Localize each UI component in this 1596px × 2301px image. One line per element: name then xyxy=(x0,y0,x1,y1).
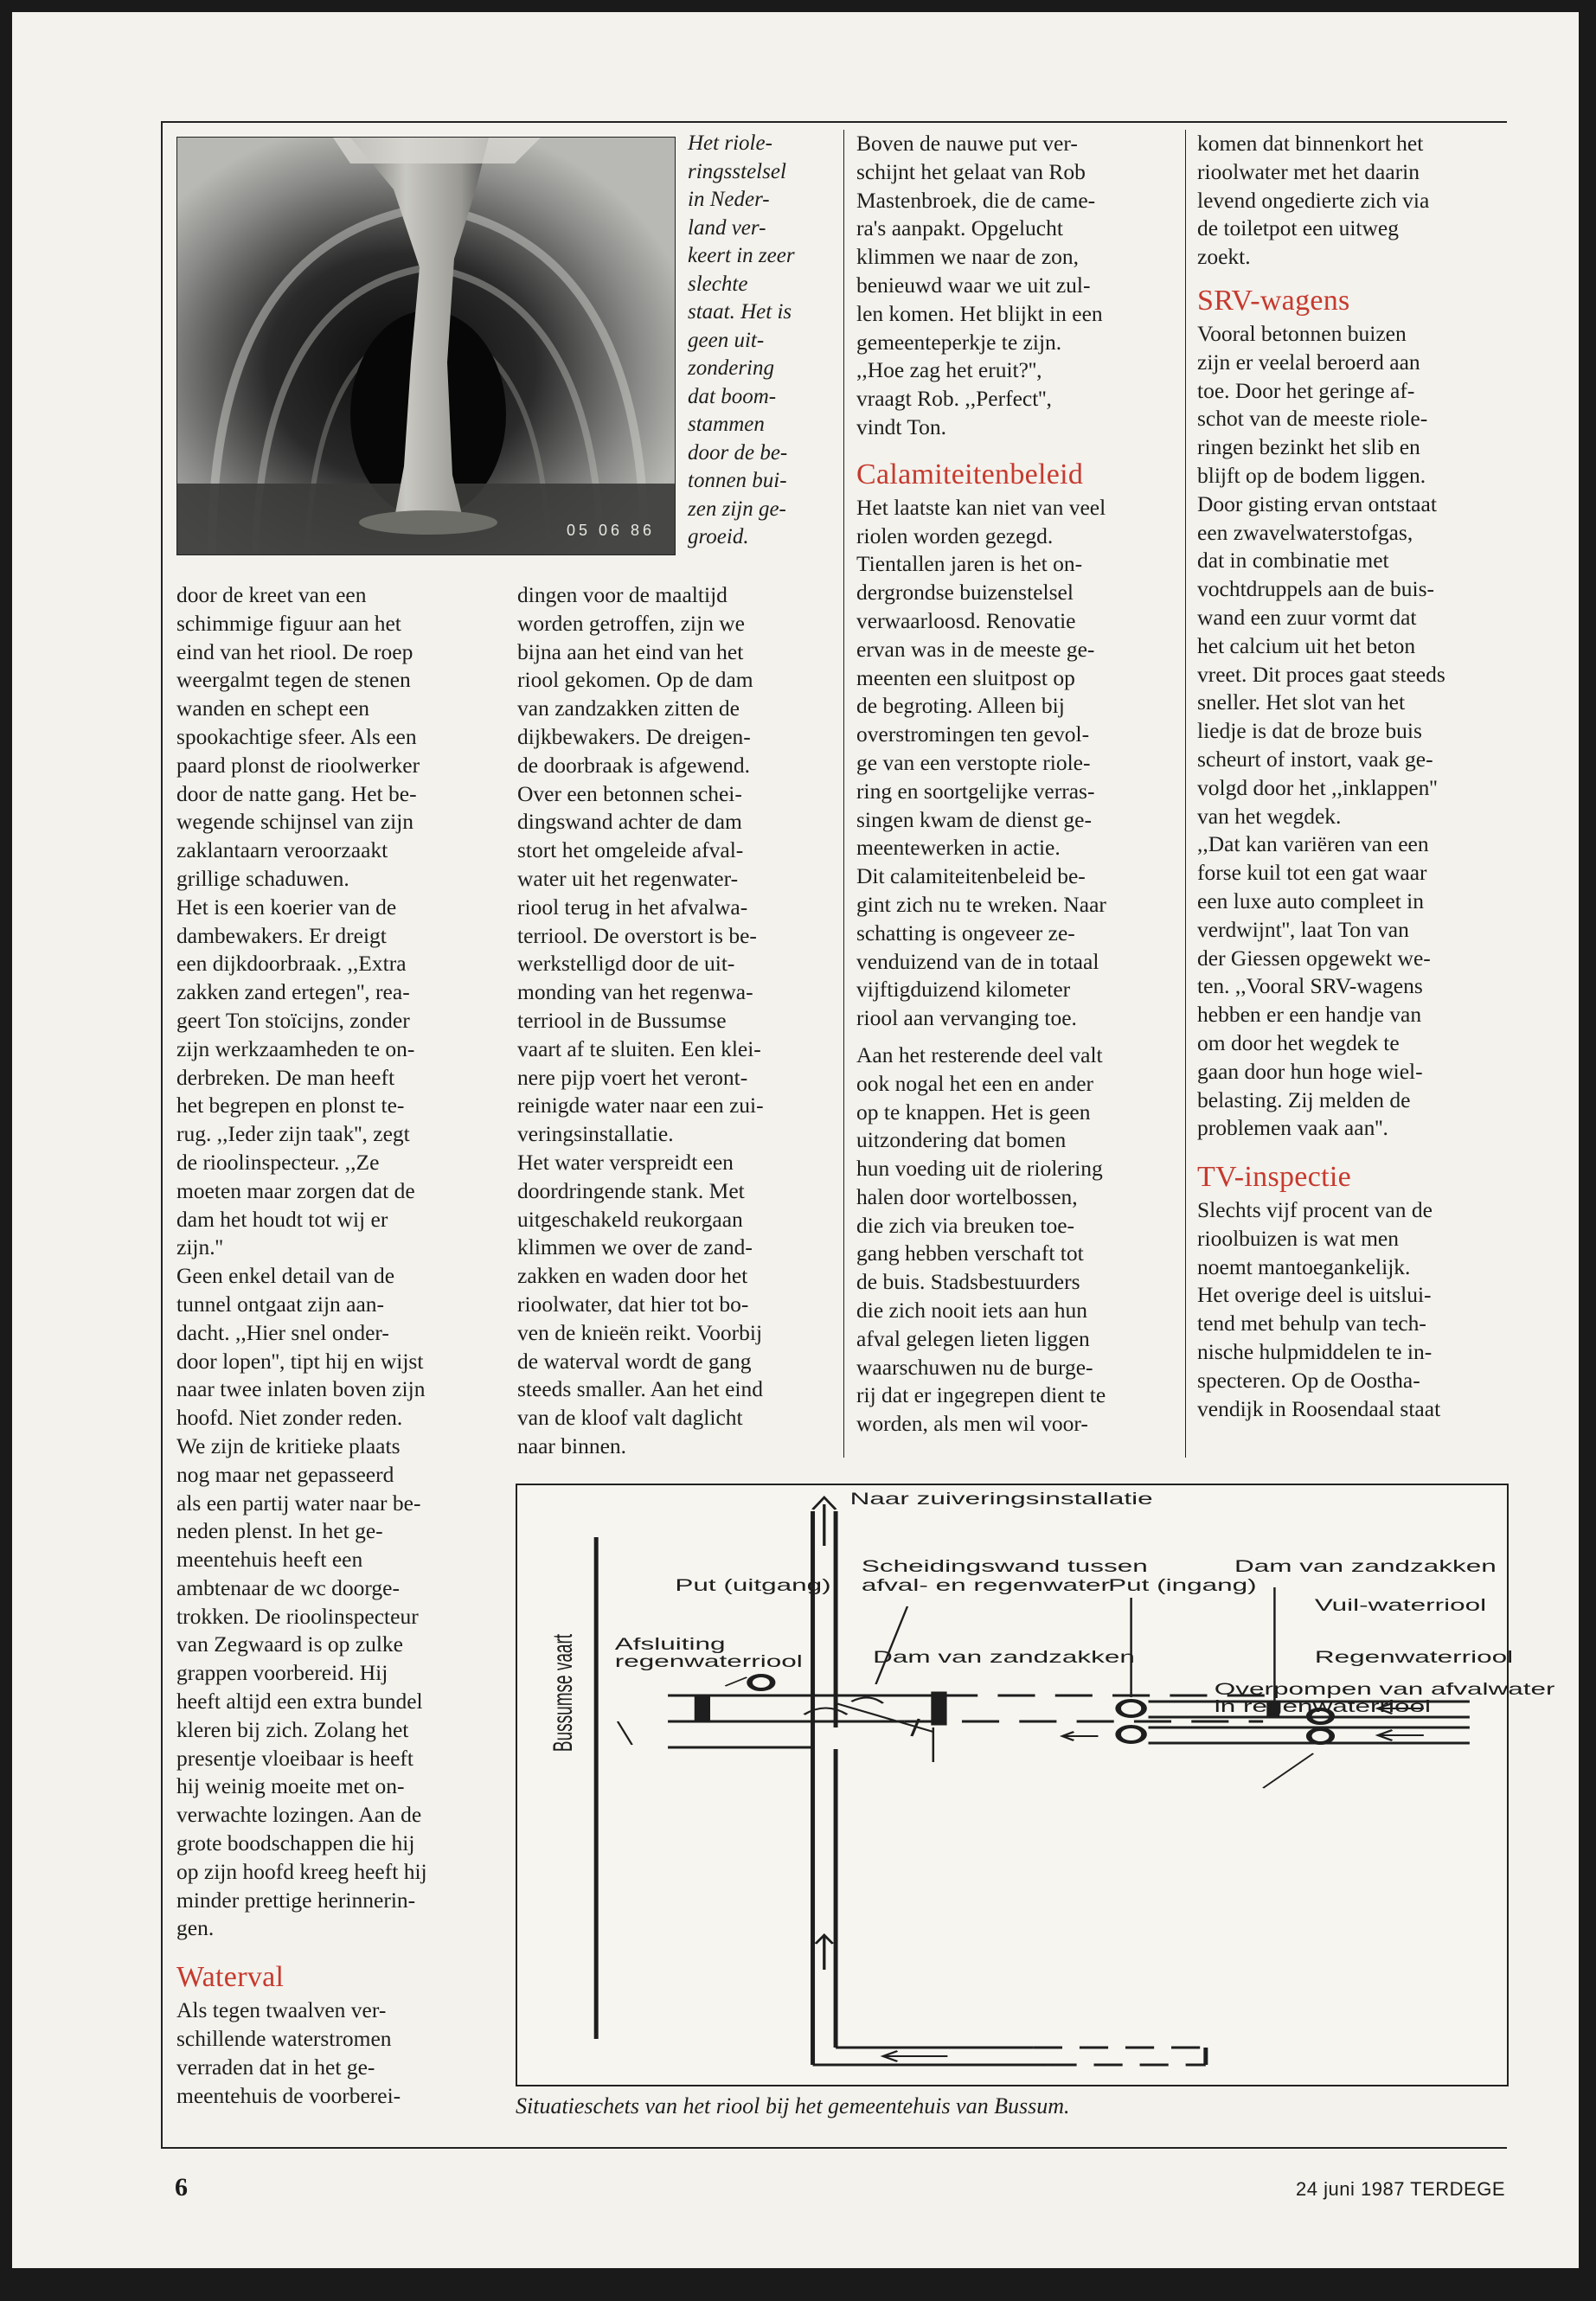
col4-paragraph-4: Slechts vijf procent van de rioolbuizen is wat men noemt mantoegankelijk. Het overige deel is uitslui- tend met behulp van tech- nische hulpmiddelen te in- specteren. Op de Oostha- vendijk in Roosendaal staat xyxy=(1197,1197,1441,1421)
label-bussumse-vaart: Bussumse vaart xyxy=(546,1633,579,1753)
col3-paragraph-1: Boven de nauwe put ver- schijnt het gelaat van Rob Mastenbroek, die de came- ra's aanpakt. Opgelucht klimmen we naar de zon, benieuwd waar we uit zul- len komen. Het blijkt in een gemeenteperkje te zijn. ,,Hoe zag het eruit?'', vraagt Rob. ,,Perfect'', vindt Ton. xyxy=(856,131,1103,439)
figure-caption: Situatieschets van het riool bij het gemeentehuis van Bussum. xyxy=(516,2093,1070,2118)
sewer-photo xyxy=(176,137,676,555)
photo-caption: Het riole- ringsstelsel in Neder- land ver- keert in zeer slechte staat. Het is geen uit- zondering dat boom- stammen door de be- tonnen bui- zen zijn ge- groeid. xyxy=(688,131,795,548)
label-overpompen-1: Overpompen van afvalwater xyxy=(1214,1679,1555,1699)
label-vuil-waterriool: Vuil-waterriool xyxy=(1314,1595,1487,1615)
column-divider-2 xyxy=(1185,130,1186,1458)
heading-waterval: Waterval xyxy=(176,1961,285,1994)
heading-tv-inspectie: TV-inspectie xyxy=(1197,1161,1351,1194)
page-number: 6 xyxy=(175,2173,188,2202)
sewer-photo-image xyxy=(177,138,675,554)
col3-paragraph-4: Aan het resterende deel valt ook nogal het een en ander op te knappen. Het is geen uitzondering dat bomen hun voeding uit de riolering halen door wortelbossen, die zich via breuken toe- gang hebben verschaft tot de buis. Stadsbestuurders die zich nooit iets aan hun afval gelegen lieten liggen waarschuwen nu de burge- rij dat er ingegrepen dient te worden, als men wil voor- xyxy=(856,1042,1106,1437)
col4-paragraph-3: ,,Dat kan variëren van een forse kuil tot een gat waar een luxe auto compleet in verdwijnt'', laat Ton van der Giessen opgewekt we- ten. ,,Vooral SRV-wagens hebben er een handje van om door het wegdek te gaan door hun hoge wiel- belasting. Zij melden de problemen vaak aan''. xyxy=(1197,831,1431,1141)
left-rule xyxy=(161,121,163,2147)
bottom-rule xyxy=(161,2147,1507,2149)
label-dam-zandzakken-mid: Dam van zandzakken xyxy=(873,1647,1135,1667)
col1-paragraph-2: Het is een koerier van de dambewakers. Er dreigt een dijkdoorbraak. ,,Extra zakken zand ertegen'', rea- geert Ton stoïcijns, zonder zijn werkzaamheden te on- derbreken. De man heeft het begrepen en plonst te- rug. ,,Ieder zijn taak'', zegt de rioolinspecteur. ,,Ze moeten maar zorgen dat de dam het houdt tot wij er zijn.'' xyxy=(176,894,415,1260)
label-regenwaterriool: Regenwaterriool xyxy=(1314,1647,1514,1667)
label-put-uitgang: Put (uitgang) xyxy=(675,1575,831,1595)
photo-timestamp: 05 06 86 xyxy=(567,522,656,539)
col2-paragraph-2: Het water verspreidt een doordringende stank. Met uitgeschakeld reukorgaan klimmen we over de zand- zakken en waden door het rioolwater, dat hier tot bo- ven de knieën reikt. Voorbij de waterval wordt de gang steeds smaller. Aan het eind van de kloof valt daglicht naar binnen. xyxy=(517,1149,763,1458)
label-afsluiting-2: regenwaterriool xyxy=(614,1651,803,1671)
heading-srv-wagens: SRV-wagens xyxy=(1197,284,1350,317)
label-scheidingswand-2: afval- en regenwater xyxy=(861,1575,1110,1595)
col3-paragraph-3: Dit calamiteitenbeleid be- gint zich nu te wreken. Naar schatting is ongeveer ze- venduizend van de in totaal vijftigduizend kilometer riool aan vervanging toe. xyxy=(856,863,1106,1031)
label-put-ingang: Put (ingang) xyxy=(1108,1575,1257,1595)
column-3 xyxy=(856,130,1181,1439)
column-divider-1 xyxy=(843,130,844,1458)
col1-paragraph-4: Als tegen twaalven ver- schillende waterstromen verraden dat in het ge- meentehuis de voorberei- xyxy=(176,1997,401,2108)
sewer-diagram xyxy=(516,1484,1555,2086)
top-rule xyxy=(161,121,1507,123)
col2-paragraph-1: dingen voor de maaltijd worden getroffen, zijn we bijna aan het eind van het riool gekomen. Op de dam van zandzakken zitten de dijkbewakers. De dreigen- de doorbraak is afgewend. Over een betonnen schei- dingswand achter de dam stort het omgeleide afval- water uit het regenwater- riool terug in het afvalwa- terriool. De overstort is be- werkstelligd door de uit- monding van het regenwa- terriool in de Bussumse vaart af te sluiten. Een klei- nere pijp voert het veront- reinigde water naar een zui- veringsinstallatie. xyxy=(517,582,764,1147)
heading-calamiteitenbeleid: Calamiteitenbeleid xyxy=(856,458,1084,490)
label-afsluiting-1: Afsluiting xyxy=(614,1634,726,1654)
label-dam-zandzakken-right: Dam van zandzakken xyxy=(1234,1556,1497,1576)
column-2 xyxy=(517,581,842,1461)
col1-paragraph-1: door de kreet van een schimmige figuur aan het eind van het riool. De roep weergalmt tegen de stenen wanden en schept een spookachtige sfeer. Als een paard plonst de rioolwerker door de natte gang. Het be- wegende schijnsel van zijn zaklantaarn veroorzaakt grillige schaduwen. xyxy=(176,582,420,891)
label-scheidingswand-1: Scheidingswand tussen xyxy=(861,1556,1148,1576)
col4-paragraph-2: Vooral betonnen buizen zijn er veelal beroerd aan toe. Door het geringe af- schot van de meeste riole- ringen bezinkt het slib en blijft op de bodem liggen. Door gisting ervan ontstaat een zwavelwaterstofgas, dat in combinatie met vochtdruppels aan de buis- wand een zuur vormt dat het calcium uit het beton vreet. Dit proces gaat steeds sneller. Het slot van het liedje is dat de broze buis scheurt of instort, vaak ge- volgd door het ,,inklappen'' van het wegdek. xyxy=(1197,320,1445,829)
label-overpompen-2: in regenwaterriool xyxy=(1214,1696,1432,1716)
col4-paragraph-1: komen dat binnenkort het rioolwater met het daarin levend ongedierte zich via de toiletpot een uitweg zoekt. xyxy=(1197,131,1430,270)
label-zuiveringsinstallatie: Naar zuiveringsinstallatie xyxy=(849,1489,1153,1509)
column-4 xyxy=(1197,130,1526,1423)
issue-dateline: 24 juni 1987 TERDEGE xyxy=(1296,2178,1505,2200)
column-1 xyxy=(176,581,501,2110)
col3-paragraph-2: Het laatste kan niet van veel riolen worden gezegd. Tientallen jaren is het on- dergrondse buizenstelsel verwaarloosd. Renovatie ervan was in de meeste ge- meenten een sluitpost op de begroting. Alleen bij overstromingen ten gevol- ge van een verstopte riole- ring en soortgelijke verras- singen kwam de dienst ge- meentewerken in actie. xyxy=(856,494,1106,861)
sewer-diagram-drawing xyxy=(517,1485,1555,2085)
col1-paragraph-3: Geen enkel detail van de tunnel ontgaat zijn aan- dacht. ,,Hier snel onder- door lopen'', tipt hij en wijst naar twee inlaten boven zijn hoofd. Niet zonder reden. We zijn de kritieke plaats nog maar net gepasseerd als een partij water naar be- neden plenst. In het ge- meentehuis heeft een ambtenaar de wc doorge- trokken. De rioolinspecteur van Zegwaard is op zulke grappen voorbereid. Hij heeft altijd een extra bundel kleren bij zich. Zolang het presentje vloeibaar is heeft hij weinig moeite met on- verwachte lozingen. Aan de grote boodschappen die hij op zijn hoofd kreeg heeft hij minder prettige herinnerin- gen. xyxy=(176,1263,427,1941)
